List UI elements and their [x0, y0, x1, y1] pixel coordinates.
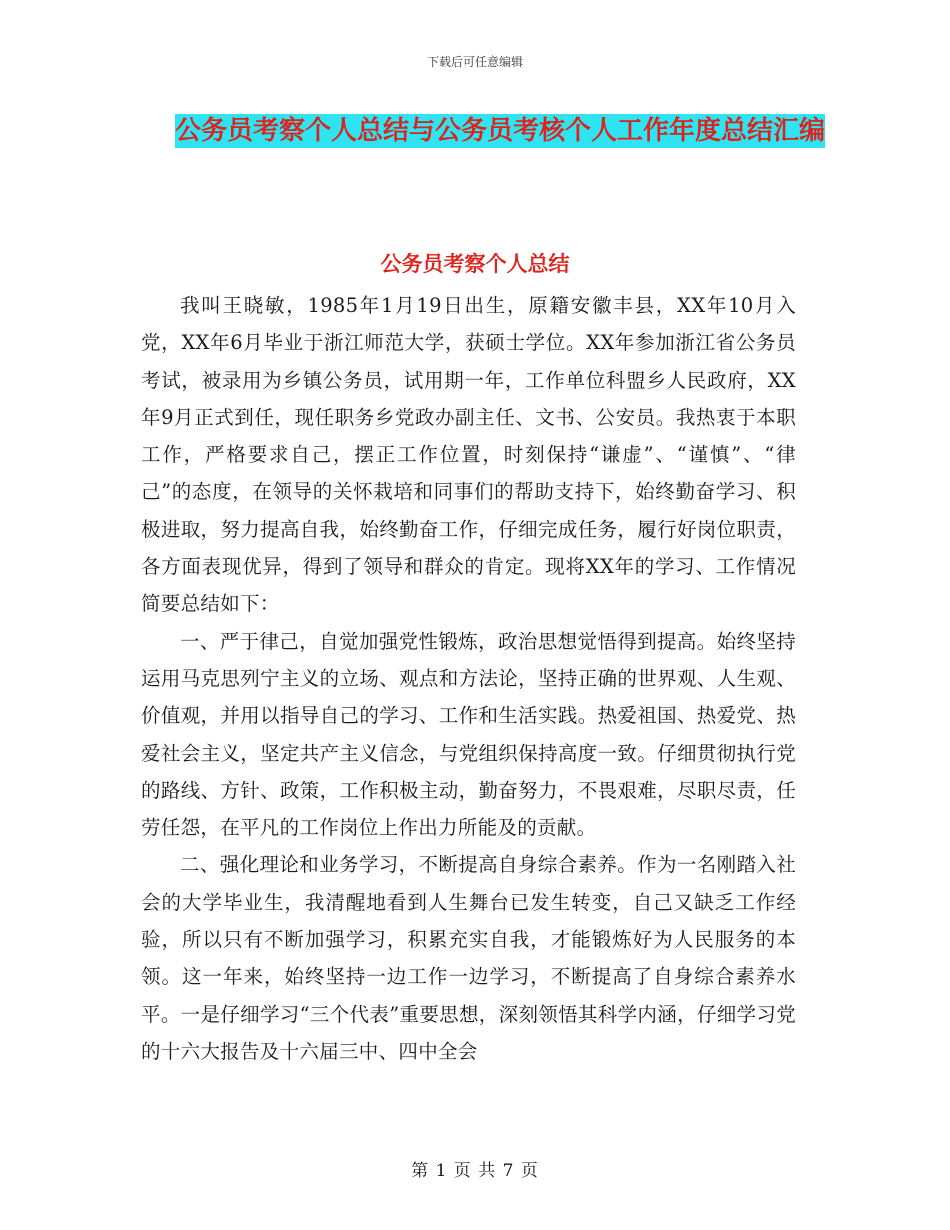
document-title-text: 公务员考察个人总结与公务员考核个人工作年度总结汇编 — [174, 116, 825, 146]
page-header-note: 下载后可任意编辑 — [426, 55, 523, 69]
body-text — [141, 287, 796, 1070]
section-title: 公务员考察个人总结 — [380, 252, 570, 276]
document-title — [150, 110, 850, 152]
paragraph-one: 一、严于律己，自觉加强党性锻炼，政治思想觉悟得到提高。始终坚持运用马克思列宁主义的立场、观点和方法论，坚持正确的世界观、人生观、价值观，并用以指导自己的学习、工作和生活实践。热爱祖国、热爱党、热爱社会主义，坚定共产主义信念，与党组织保持高度一致。仔细贯彻执行党的路线、方针、政策，工作积极主动，勤奋努力，不畏艰难，尽职尽责，任劳任怨，在平凡的工作岗位上作出力所能及的贡献。 — [141, 629, 796, 840]
paragraph-two: 二、强化理论和业务学习，不断提高自身综合素养。作为一名刚踏入社会的大学毕业生，我清醒地看到人生舞台已发生转变，自己又缺乏工作经验，所以只有不断加强学习，积累充实自我，才能锻炼好为人民服务的本领。这一年来，始终坚持一边工作一边学习，不断提高了自身综合素养水平。一是仔细学习“三个代表”重要思想，深刻领悟其科学内涵，仔细学习党的十六大报告及十六届三中、四中全会 — [141, 853, 796, 1063]
page-footer: 第 1 页 共 7 页 — [411, 1161, 539, 1181]
paragraph-intro: 我叫王晓敏，1985年1月19日出生，原籍安徽丰县，XX年10月入党，XX年6月毕业于浙江师范大学，获硕士学位。XX年参加浙江省公务员考试，被录用为乡镇公务员，试用期一年，工作单位科盟乡人民政府，XX年9月正式到任，现任职务乡党政办副主任、文书、公安员。我热衷于本职工作，严格要求自己，摆正工作位置，时刻保持“谦虚”、“谨慎”、“律己”的态度，在领导的关怀栽培和同事们的帮助支持下，始终勤奋学习、积极进取，努力提高自我，始终勤奋工作，仔细完成任务，履行好岗位职责，各方面表现优异，得到了领导和群众的肯定。现将XX年的学习、工作情况简要总结如下： — [141, 294, 796, 616]
